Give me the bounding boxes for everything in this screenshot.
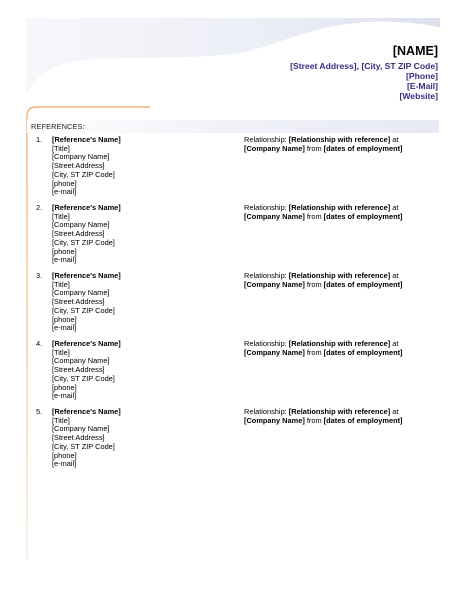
reference-company: [Company Name] xyxy=(52,356,110,366)
address-line: [Street Address], [City, ST ZIP Code] xyxy=(290,61,438,71)
reference-city: [City, ST ZIP Code] xyxy=(52,237,115,247)
phone-line: [Phone] xyxy=(406,71,438,81)
relationship-value: [Relationship with reference] xyxy=(288,203,391,212)
reference-street: [Street Address] xyxy=(52,161,105,171)
from-text: from xyxy=(304,279,324,289)
applicant-name: [NAME] xyxy=(392,44,438,58)
from-text: from xyxy=(304,347,324,357)
relationship-label: Relationship: xyxy=(244,203,289,212)
reference-title: [Title] xyxy=(52,347,70,357)
reference-name: [Reference's Name] xyxy=(52,271,121,280)
reference-relationship xyxy=(244,408,444,425)
employment-dates: [dates of employment] xyxy=(323,279,403,289)
at-text: at xyxy=(390,407,399,416)
reference-email: [e-mail] xyxy=(52,187,77,197)
reference-number: 2. xyxy=(36,203,43,212)
relationship-label: Relationship: xyxy=(244,407,289,416)
reference-city: [City, ST ZIP Code] xyxy=(52,373,115,383)
at-text: at xyxy=(390,271,399,280)
relationship-value: [Relationship with reference] xyxy=(288,271,391,280)
reference-title: [Title] xyxy=(52,415,70,425)
reference-number: 5. xyxy=(36,407,43,416)
reference-email: [e-mail] xyxy=(52,391,77,401)
at-text: at xyxy=(390,339,399,348)
reference-email: [e-mail] xyxy=(52,459,77,469)
employment-dates: [dates of employment] xyxy=(323,211,403,221)
reference-title: [Title] xyxy=(52,211,70,221)
employment-dates: [dates of employment] xyxy=(323,143,403,153)
reference-phone: [phone] xyxy=(52,314,77,324)
reference-street: [Street Address] xyxy=(52,297,105,307)
references-title: REFERENCES: xyxy=(31,122,85,131)
reference-phone: [phone] xyxy=(52,450,77,460)
reference-email: [e-mail] xyxy=(52,323,77,333)
reference-number: 1. xyxy=(36,135,43,144)
reference-title: [Title] xyxy=(52,143,70,153)
reference-relationship xyxy=(244,272,444,289)
reference-number: 4. xyxy=(36,339,43,348)
references-section-header xyxy=(27,120,439,133)
at-text: at xyxy=(390,203,399,212)
relationship-value: [Relationship with reference] xyxy=(288,135,391,144)
reference-street: [Street Address] xyxy=(52,229,105,239)
reference-relationship xyxy=(244,204,444,221)
reference-company: [Company Name] xyxy=(52,424,110,434)
reference-name: [Reference's Name] xyxy=(52,203,121,212)
reference-contact-block xyxy=(52,204,121,265)
reference-contact-block xyxy=(52,340,121,401)
relationship-label: Relationship: xyxy=(244,339,289,348)
reference-company: [Company Name] xyxy=(52,288,110,298)
reference-city: [City, ST ZIP Code] xyxy=(52,305,115,315)
relationship-company: [Company Name] xyxy=(244,347,305,357)
relationship-label: Relationship: xyxy=(244,135,289,144)
reference-title: [Title] xyxy=(52,279,70,289)
reference-name: [Reference's Name] xyxy=(52,407,121,416)
reference-street: [Street Address] xyxy=(52,365,105,375)
reference-city: [City, ST ZIP Code] xyxy=(52,169,115,179)
from-text: from xyxy=(304,415,324,425)
employment-dates: [dates of employment] xyxy=(323,415,403,425)
reference-company: [Company Name] xyxy=(52,220,110,230)
reference-name: [Reference's Name] xyxy=(52,339,121,348)
from-text: from xyxy=(304,143,324,153)
employment-dates: [dates of employment] xyxy=(323,347,403,357)
reference-relationship xyxy=(244,340,444,357)
at-text: at xyxy=(390,135,399,144)
relationship-value: [Relationship with reference] xyxy=(288,339,391,348)
website-line: [Website] xyxy=(399,91,438,101)
reference-city: [City, ST ZIP Code] xyxy=(52,441,115,451)
from-text: from xyxy=(304,211,324,221)
reference-street: [Street Address] xyxy=(52,433,105,443)
relationship-company: [Company Name] xyxy=(244,143,305,153)
reference-phone: [phone] xyxy=(52,246,77,256)
reference-company: [Company Name] xyxy=(52,152,110,162)
relationship-value: [Relationship with reference] xyxy=(288,407,391,416)
reference-name: [Reference's Name] xyxy=(52,135,121,144)
relationship-label: Relationship: xyxy=(244,271,289,280)
reference-contact-block xyxy=(52,136,121,197)
relationship-company: [Company Name] xyxy=(244,211,305,221)
relationship-company: [Company Name] xyxy=(244,279,305,289)
reference-phone: [phone] xyxy=(52,178,77,188)
contact-header xyxy=(290,44,438,101)
reference-number: 3. xyxy=(36,271,43,280)
reference-contact-block xyxy=(52,272,121,333)
reference-email: [e-mail] xyxy=(52,255,77,265)
reference-phone: [phone] xyxy=(52,382,77,392)
relationship-company: [Company Name] xyxy=(244,415,305,425)
email-line: [E-Mail] xyxy=(406,81,438,91)
reference-relationship xyxy=(244,136,444,153)
reference-contact-block xyxy=(52,408,121,469)
